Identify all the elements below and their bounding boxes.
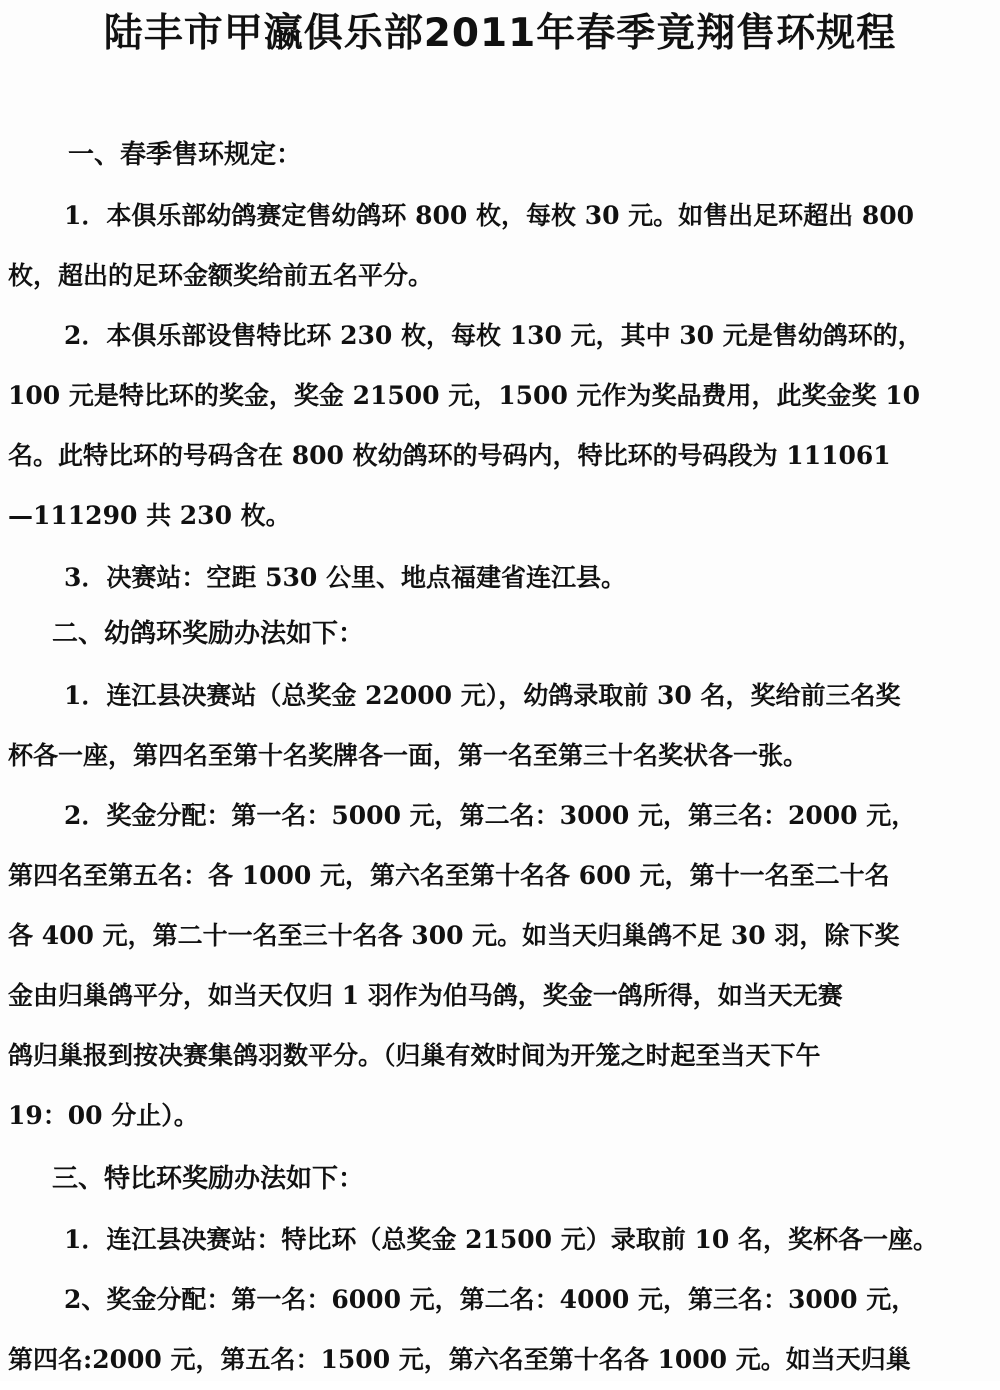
- text-line: —111290 共 230 枚。: [8, 501, 291, 530]
- text-line: 枚，超出的足环金额奖给前五名平分。: [8, 261, 434, 290]
- section-1-item-2: [8, 306, 992, 546]
- section-1-item-3: [8, 548, 992, 608]
- text-line: 金由归巢鸽平分，如当天仅归 1 羽作为伯马鸽，奖金一鸽所得，如当天无赛: [8, 981, 843, 1010]
- text-line: 100 元是特比环的奖金，奖金 21500 元，1500 元作为奖品费用，此奖金奖 10: [8, 381, 921, 410]
- text-line: 3．决赛站：空距 530 公里、地点福建省连江县。: [64, 563, 626, 592]
- text-line: 鸽归巢报到按决赛集鸽羽数平分。（归巢有效时间为开笼之时起至当天下午: [8, 1041, 821, 1070]
- section-3-item-1: [8, 1210, 992, 1270]
- text-line: 1．本俱乐部幼鸽赛定售幼鸽环 800 枚，每枚 30 元。如售出足环超出 800: [64, 201, 915, 230]
- section-2-item-2: [8, 786, 992, 1146]
- section-heading-3: 三、特比环奖励办法如下：: [52, 1164, 365, 1194]
- text-line: 1．连江县决赛站（总奖金 22000 元），幼鸽录取前 30 名，奖给前三名奖: [64, 681, 901, 710]
- section-1-item-1: [8, 186, 992, 306]
- section-3-item-2: [8, 1270, 992, 1390]
- text-line: 2．本俱乐部设售特比环 230 枚，每枚 130 元，其中 30 元是售幼鸽环的，: [64, 321, 923, 350]
- text-line: 2．奖金分配：第一名：5000 元，第二名：3000 元，第三名：2000 元，: [64, 801, 917, 830]
- text-line: 第四名:2000 元，第五名：1500 元，第六名至第十名各 1000 元。如当天归巢: [8, 1345, 911, 1374]
- text-line: 第四名至第五名：各 1000 元，第六名至第十名各 600 元，第十一名至二十名: [8, 861, 890, 890]
- text-line: 2、奖金分配：第一名：6000 元，第二名：4000 元，第三名：3000 元，: [64, 1285, 917, 1314]
- text-line: 名。此特比环的号码含在 800 枚幼鸽环的号码内，特比环的号码段为 111061: [8, 441, 891, 470]
- text-line: 杯各一座，第四名至第十名奖牌各一面，第一名至第三十名奖状各一张。: [8, 741, 809, 770]
- text-line: 1．连江县决赛站：特比环（总奖金 21500 元）录取前 10 名，奖杯各一座。: [64, 1225, 938, 1254]
- section-2-item-1: [8, 666, 992, 786]
- section-heading-1: 一、春季售环规定：: [68, 140, 303, 170]
- document-title: 陆丰市甲瀛俱乐部2011年春季竟翔售环规程: [103, 11, 897, 56]
- section-heading-2: 二、幼鸽环奖励办法如下：: [52, 619, 365, 649]
- text-line: 19：00 分止）。: [8, 1101, 199, 1130]
- text-line: 各 400 元，第二十一名至三十名各 300 元。如当天归巢鸽不足 30 羽，除下奖: [8, 921, 900, 950]
